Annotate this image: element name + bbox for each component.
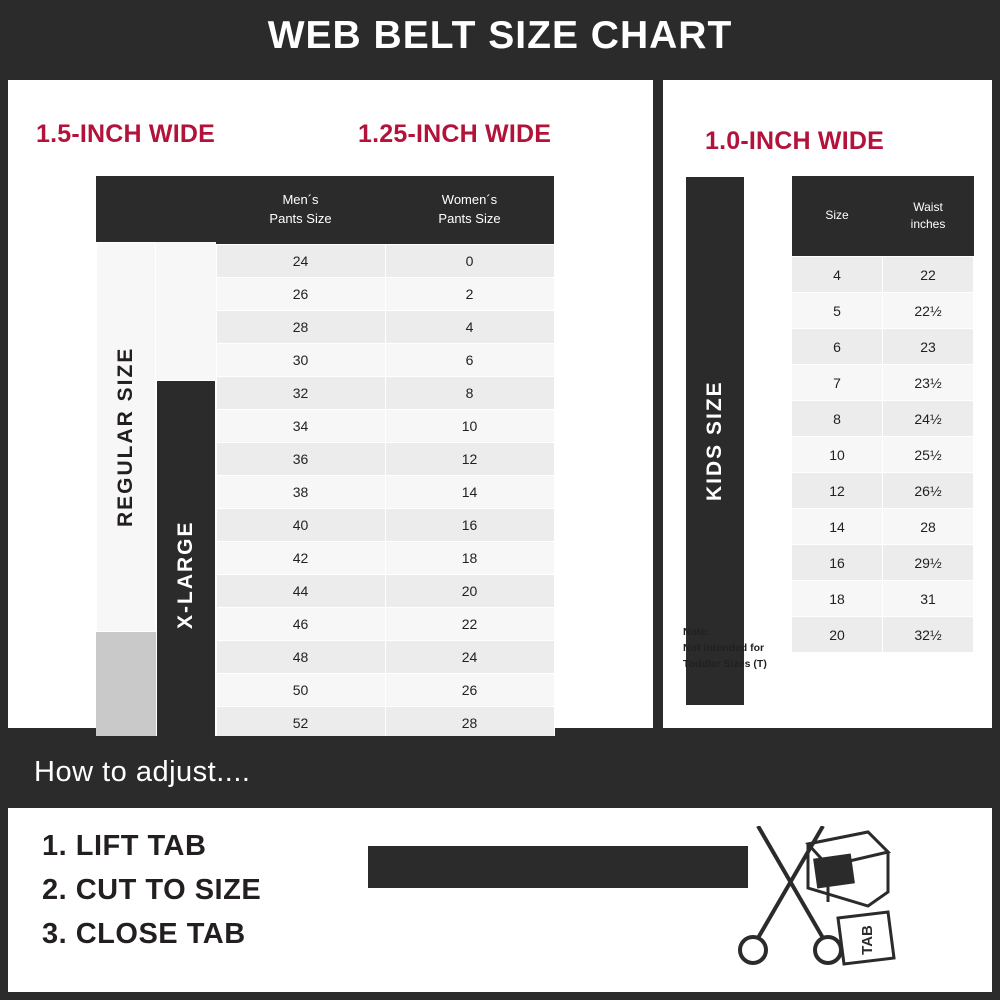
- adult-womens-size-cell: 16: [385, 509, 554, 542]
- kids-table-row: [792, 365, 974, 401]
- adult-header-mens: [216, 176, 385, 245]
- heading-1-0-inch: 1.0-INCH WIDE: [705, 127, 885, 155]
- kids-table-row: [792, 509, 974, 545]
- adult-mens-size-cell: 40: [216, 509, 385, 542]
- adult-mens-size-cell: 52: [216, 707, 385, 740]
- adult-womens-size-cell: 8: [385, 377, 554, 410]
- adult-mens-size-cell: 44: [216, 575, 385, 608]
- kids-waist-cell: 28: [883, 509, 974, 545]
- instructions-panel: [8, 808, 992, 992]
- kids-group-label: KIDS SIZE: [685, 176, 745, 706]
- adult-mens-size-cell: 32: [216, 377, 385, 410]
- kids-size-cell: 6: [792, 329, 883, 365]
- adult-womens-size-cell: 26: [385, 674, 554, 707]
- adult-header-blank: [96, 176, 216, 245]
- kids-table-row: [792, 473, 974, 509]
- kids-table-row: [792, 257, 974, 293]
- adult-table-header-row: [96, 176, 554, 245]
- kids-table-row: [792, 437, 974, 473]
- kids-waist-cell: 26½: [883, 473, 974, 509]
- kids-waist-cell: 24½: [883, 401, 974, 437]
- kids-table-row: [792, 329, 974, 365]
- kids-note-line2: Not intended for: [683, 641, 765, 654]
- instruction-step: 1. LIFT TAB: [42, 830, 207, 862]
- kids-size-cell: 7: [792, 365, 883, 401]
- how-to-adjust-bar: [0, 736, 1000, 808]
- kids-table-row: [792, 581, 974, 617]
- adult-womens-size-cell: 20: [385, 575, 554, 608]
- adult-womens-size-cell: 24: [385, 641, 554, 674]
- kids-waist-cell: 23: [883, 329, 974, 365]
- adult-group-label-regular: REGULAR SIZE: [96, 242, 156, 632]
- adult-size-panel: [8, 80, 653, 731]
- kids-waist-cell: 32½: [883, 617, 974, 653]
- adult-header-womens-line1: Women´s: [441, 192, 498, 208]
- adult-womens-size-cell: 2: [385, 278, 554, 311]
- kids-size-cell: 20: [792, 617, 883, 653]
- adult-womens-size-cell: 12: [385, 443, 554, 476]
- kids-size-cell: 4: [792, 257, 883, 293]
- buckle-icon: [808, 832, 888, 906]
- kids-header-waist-line2: inches: [910, 217, 946, 231]
- kids-table-row: [792, 401, 974, 437]
- kids-header-waist-line1: Waist: [913, 199, 943, 214]
- adult-header-mens-line1: Men´s: [282, 192, 319, 208]
- adult-header-womens: [385, 176, 554, 245]
- adult-mens-size-cell: 36: [216, 443, 385, 476]
- adult-header-mens-line2: Pants Size: [269, 211, 332, 226]
- adult-mens-size-cell: 24: [216, 245, 385, 278]
- kids-table-row: [792, 545, 974, 581]
- kids-size-table: [791, 176, 974, 653]
- adult-mens-size-cell: 46: [216, 608, 385, 641]
- heading-1-25-inch: 1.25-INCH WIDE: [358, 120, 552, 148]
- adult-mens-size-cell: 34: [216, 410, 385, 443]
- kids-waist-cell: 23½: [883, 365, 974, 401]
- adult-mens-size-cell: 30: [216, 344, 385, 377]
- adult-womens-size-cell: 18: [385, 542, 554, 575]
- kids-waist-cell: 22½: [883, 293, 974, 329]
- kids-note-line1: Note:: [683, 626, 710, 638]
- kids-table-row: [792, 293, 974, 329]
- kids-table-header-row: [792, 176, 974, 257]
- instruction-steps: [42, 830, 261, 962]
- kids-table-row: [792, 617, 974, 653]
- kids-header-waist: [883, 176, 974, 257]
- kids-waist-cell: 22: [883, 257, 974, 293]
- belt-illustration: [368, 826, 968, 982]
- adult-mens-size-cell: 50: [216, 674, 385, 707]
- adult-mens-size-cell: 42: [216, 542, 385, 575]
- xlarge-column-spacer: [156, 242, 216, 380]
- how-to-adjust-heading: How to adjust....: [34, 755, 251, 788]
- title-bar: [0, 0, 1000, 72]
- svg-text:TAB: TAB: [859, 925, 876, 955]
- adult-womens-size-cell: 4: [385, 311, 554, 344]
- adult-womens-size-cell: 22: [385, 608, 554, 641]
- tab-flag: [838, 912, 894, 964]
- adult-womens-size-cell: 14: [385, 476, 554, 509]
- kids-size-cell: 18: [792, 581, 883, 617]
- kids-size-cell: 16: [792, 545, 883, 581]
- kids-size-cell: 10: [792, 437, 883, 473]
- kids-note-line3: Toddler Sizes (T): [683, 657, 767, 670]
- adult-mens-size-cell: 26: [216, 278, 385, 311]
- heading-1-5-inch: 1.5-INCH WIDE: [36, 120, 216, 148]
- kids-size-cell: 12: [792, 473, 883, 509]
- instruction-step: 2. CUT TO SIZE: [42, 874, 262, 906]
- instruction-step: 3. CLOSE TAB: [42, 918, 246, 950]
- adult-womens-size-cell: 0: [385, 245, 554, 278]
- kids-size-cell: 14: [792, 509, 883, 545]
- kids-size-cell: 8: [792, 401, 883, 437]
- adult-mens-size-cell: 28: [216, 311, 385, 344]
- kids-waist-cell: 25½: [883, 437, 974, 473]
- adult-header-womens-line2: Pants Size: [438, 211, 501, 226]
- adult-womens-size-cell: 10: [385, 410, 554, 443]
- kids-waist-cell: 31: [883, 581, 974, 617]
- adult-mens-size-cell: 48: [216, 641, 385, 674]
- kids-note: [683, 625, 791, 672]
- adult-mens-size-cell: 38: [216, 476, 385, 509]
- kids-size-cell: 5: [792, 293, 883, 329]
- kids-table-wrap: [791, 176, 974, 653]
- kids-waist-cell: 29½: [883, 545, 974, 581]
- adult-group-label-xlarge: X-LARGE: [156, 380, 216, 770]
- kids-header-size: Size: [792, 176, 883, 257]
- adult-womens-size-cell: 6: [385, 344, 554, 377]
- adult-womens-size-cell: 28: [385, 707, 554, 740]
- kids-size-panel: [663, 80, 992, 728]
- page-title: WEB BELT SIZE CHART: [267, 14, 733, 57]
